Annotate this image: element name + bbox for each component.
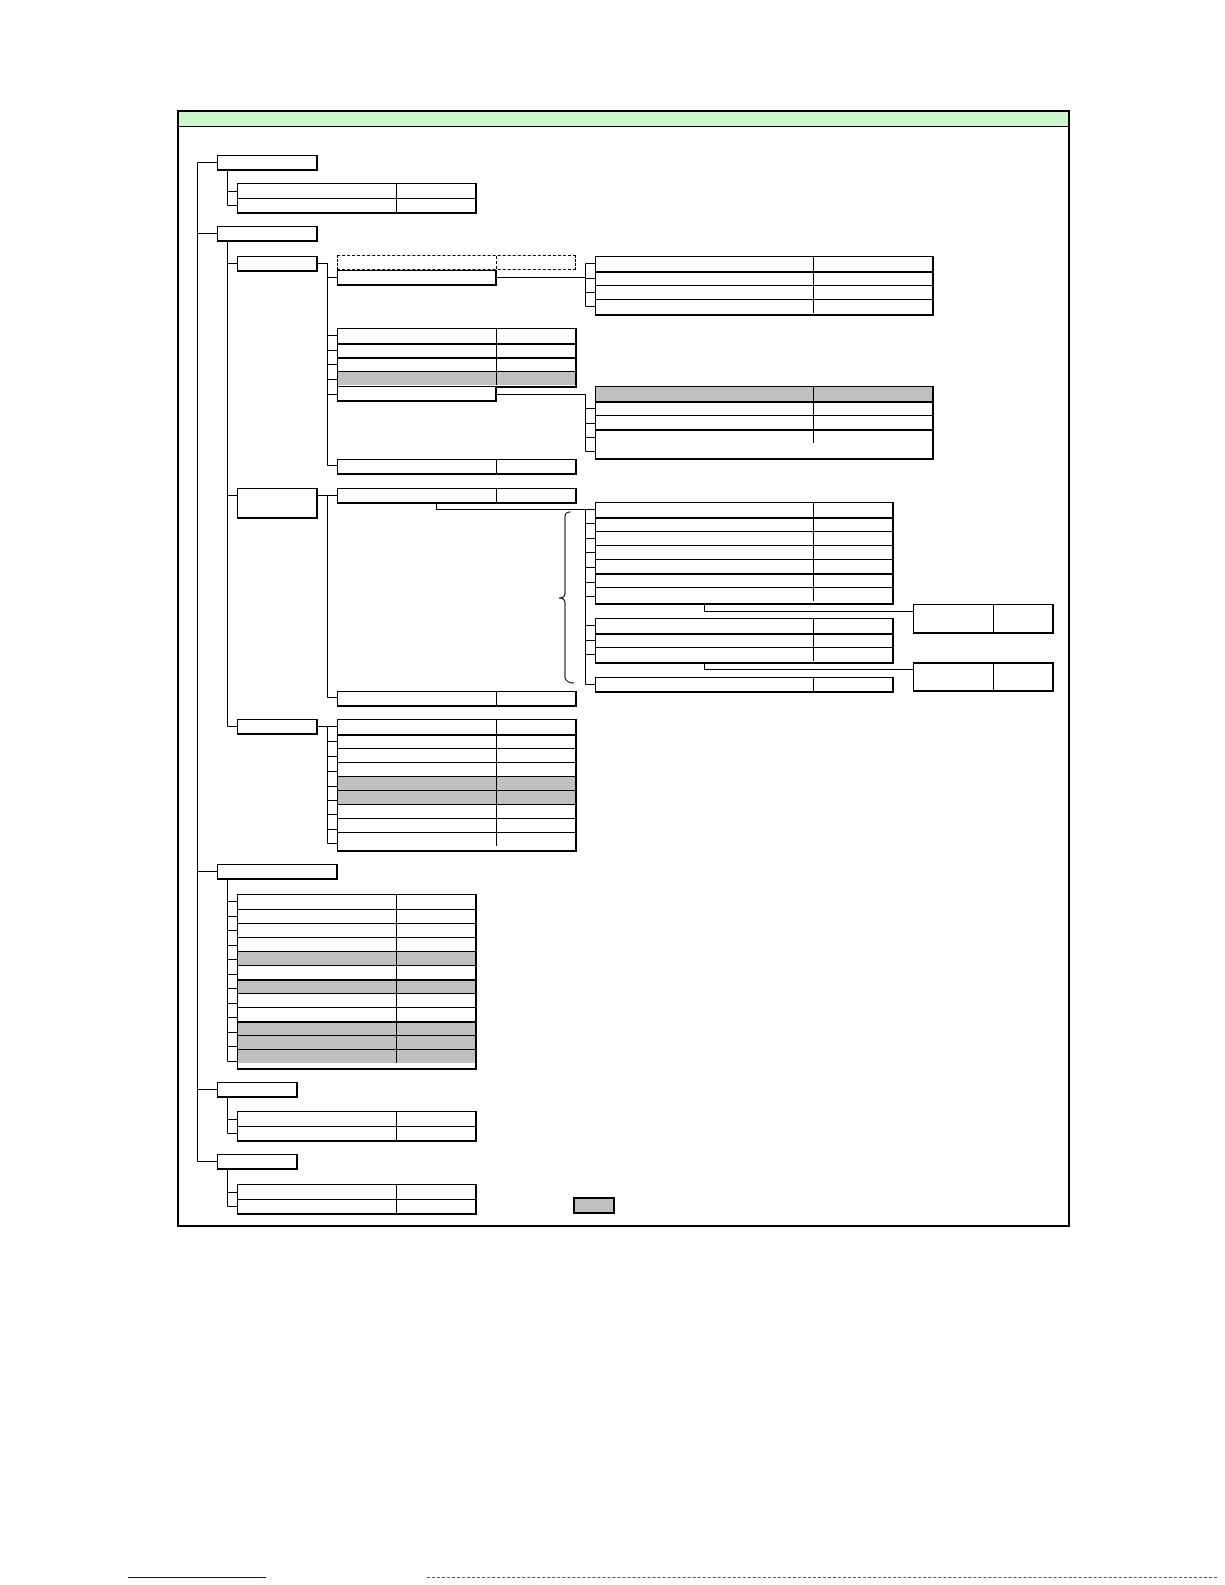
subgroup-2c-header bbox=[237, 719, 318, 735]
table-row bbox=[596, 257, 932, 271]
group-4-table bbox=[237, 1111, 477, 1142]
linked-entry bbox=[337, 270, 497, 286]
sub-2a-detail-table-2 bbox=[595, 386, 934, 460]
table-row bbox=[238, 965, 475, 979]
subgroup-2a-header bbox=[237, 256, 318, 272]
group-4-header bbox=[217, 1082, 298, 1098]
sub-2b-first-entry bbox=[337, 488, 577, 504]
table-row bbox=[238, 993, 475, 1007]
linked-entry bbox=[337, 386, 497, 402]
optional-entry bbox=[337, 255, 576, 270]
table-row bbox=[596, 633, 892, 647]
table-row bbox=[238, 979, 475, 993]
table-row bbox=[238, 1021, 475, 1035]
table-row bbox=[238, 1112, 475, 1126]
table-row bbox=[338, 329, 575, 343]
footer-link-line bbox=[128, 1577, 266, 1578]
table-row bbox=[338, 720, 575, 734]
side-box-2 bbox=[913, 662, 1054, 692]
table-row bbox=[596, 401, 932, 415]
table-row bbox=[338, 818, 575, 832]
group-5-table bbox=[237, 1184, 477, 1215]
sub-2c-table bbox=[337, 719, 577, 852]
table-row bbox=[596, 517, 892, 531]
sub-2a-last-entry bbox=[337, 459, 577, 475]
table-row bbox=[338, 357, 575, 371]
table-row bbox=[238, 184, 475, 198]
table-row bbox=[596, 559, 892, 573]
table-row bbox=[596, 545, 892, 559]
table-row bbox=[338, 489, 575, 502]
group-3-table bbox=[237, 894, 477, 1070]
table-row bbox=[596, 531, 892, 545]
sub-2b-detail-table-2 bbox=[595, 618, 894, 664]
table-row bbox=[238, 198, 475, 212]
table-row bbox=[238, 909, 475, 923]
table-row bbox=[596, 573, 892, 587]
legend-swatch bbox=[573, 1197, 615, 1214]
table-row bbox=[338, 776, 575, 790]
table-row bbox=[338, 371, 575, 385]
table-row bbox=[596, 429, 932, 443]
table-row bbox=[238, 1049, 475, 1063]
table-row bbox=[596, 678, 892, 691]
table-row bbox=[238, 937, 475, 951]
table-row bbox=[338, 734, 575, 748]
table-row bbox=[338, 832, 575, 846]
table-row bbox=[596, 299, 932, 313]
table-row bbox=[596, 271, 932, 285]
sub-2b-detail-table bbox=[595, 502, 894, 605]
table-row bbox=[238, 1035, 475, 1049]
table-row bbox=[238, 951, 475, 965]
footer-divider bbox=[427, 1577, 1217, 1578]
group-1-table bbox=[237, 183, 477, 214]
group-1-header bbox=[217, 155, 318, 171]
table-row bbox=[338, 460, 575, 473]
sub-2a-detail-table bbox=[595, 256, 934, 316]
table-row bbox=[596, 285, 932, 299]
side-box-1 bbox=[913, 604, 1054, 634]
table-row bbox=[238, 1199, 475, 1213]
table-row bbox=[238, 923, 475, 937]
sub-2a-table bbox=[337, 328, 577, 388]
table-row bbox=[596, 647, 892, 661]
table-row bbox=[338, 804, 575, 818]
group-5-header bbox=[217, 1154, 298, 1170]
table-row bbox=[596, 387, 932, 401]
group-2-header bbox=[217, 226, 318, 242]
table-row bbox=[596, 587, 892, 601]
table-row bbox=[238, 1185, 475, 1199]
table-row bbox=[338, 762, 575, 776]
table-row bbox=[914, 664, 1052, 690]
table-row bbox=[914, 605, 1052, 632]
table-row bbox=[596, 619, 892, 633]
sub-2b-last-entry bbox=[337, 691, 577, 707]
table-row bbox=[338, 692, 575, 705]
table-row bbox=[238, 895, 475, 909]
table-row bbox=[596, 503, 892, 517]
table-row bbox=[338, 790, 575, 804]
subgroup-2b-header bbox=[237, 488, 318, 519]
table-row bbox=[238, 1126, 475, 1140]
table-row bbox=[338, 343, 575, 357]
table-row bbox=[338, 748, 575, 762]
table-row bbox=[596, 415, 932, 429]
sub-2b-detail-last bbox=[595, 677, 894, 693]
table-row bbox=[238, 1007, 475, 1021]
group-3-header bbox=[217, 864, 338, 880]
